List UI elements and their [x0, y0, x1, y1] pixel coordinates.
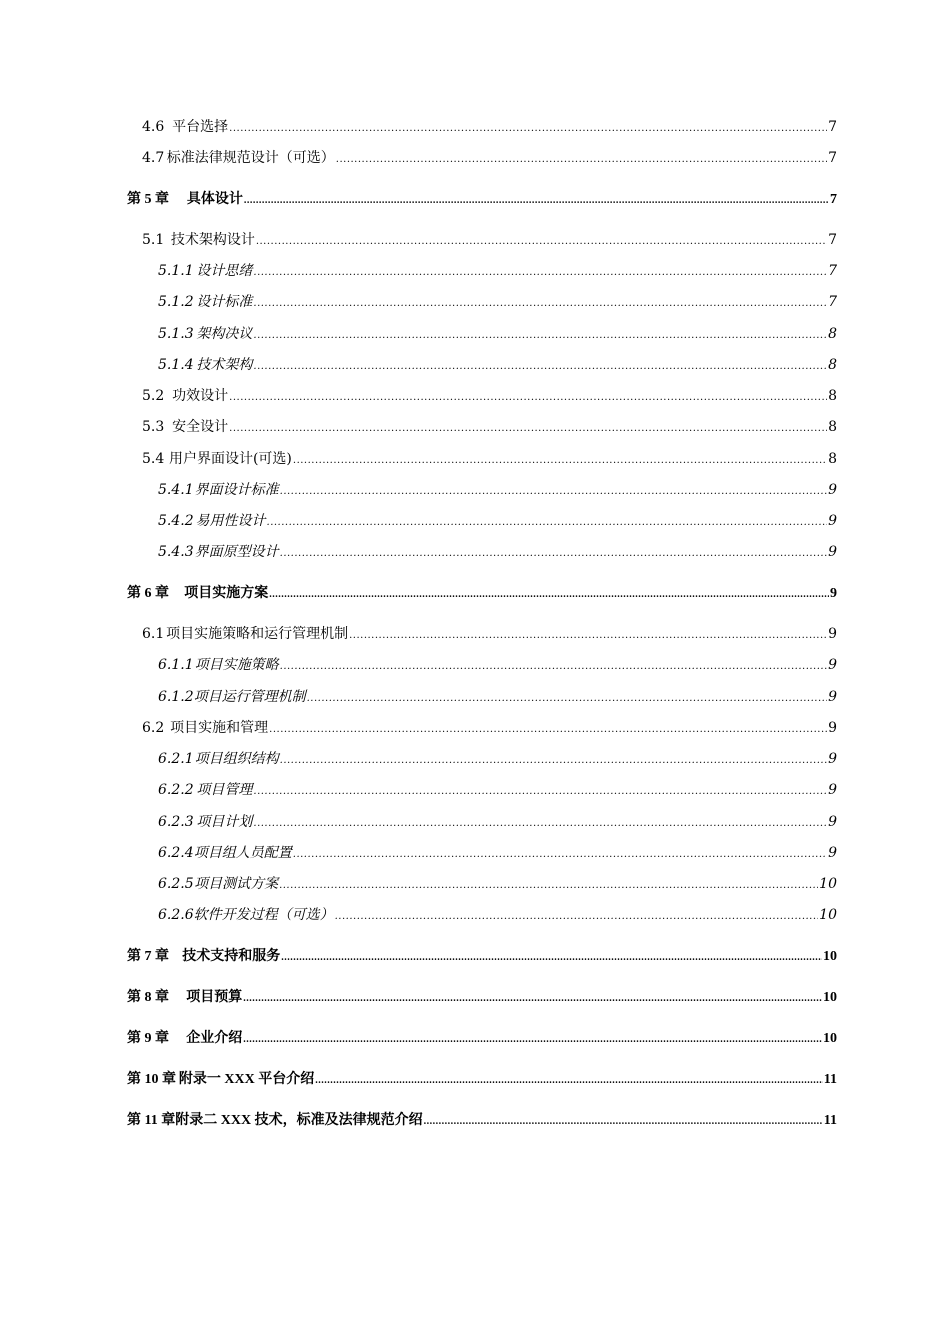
toc-entry-page: 7: [828, 119, 837, 135]
toc-entry-page: 9: [828, 544, 837, 560]
toc-entry-number: 6.2.1: [158, 751, 194, 767]
dot-leader: [279, 876, 818, 892]
toc-entry-title: 具体设计: [186, 192, 243, 207]
toc-entry-page: 9: [828, 782, 837, 798]
toc-entry-number: 5.2: [142, 388, 165, 404]
toc-entry-page: 9: [828, 626, 837, 642]
toc-entry-title: 设计思绪: [196, 263, 253, 279]
toc-entry-number: 5.4.1: [158, 482, 194, 498]
toc-entry[interactable]: [142, 717, 837, 737]
toc-subentry[interactable]: [158, 260, 837, 280]
toc-entry-title: 界面原型设计: [194, 544, 279, 560]
toc-entry-title: 企业介绍: [186, 1031, 243, 1046]
toc-entry-title: 附录一 XXX 平台介绍: [178, 1072, 315, 1087]
dot-leader: [244, 192, 829, 208]
toc-chapter-entry[interactable]: [127, 945, 837, 965]
dot-leader: [293, 845, 827, 861]
toc-entry-number: 5.1.3: [158, 326, 194, 342]
toc-entry-title: 项目组织结构: [194, 751, 279, 767]
toc-subentry[interactable]: [158, 323, 837, 343]
dot-leader: [267, 513, 828, 529]
dot-leader: [280, 544, 827, 560]
toc-entry-number: 5.3: [142, 419, 165, 435]
toc-entry-title: 项目实施和管理: [170, 720, 269, 736]
toc-entry-title: 软件开发过程（可选）: [193, 907, 334, 923]
dot-leader: [280, 751, 827, 767]
dot-leader: [307, 689, 827, 705]
toc-entry-page: 11: [823, 1072, 837, 1087]
toc-entry-title: 项目管理: [196, 782, 253, 798]
toc-entry-page: 10: [819, 907, 837, 923]
toc-entry-number: 4.6: [142, 119, 165, 135]
toc-subentry[interactable]: [158, 291, 837, 311]
dot-leader: [269, 720, 827, 736]
toc-entry-title: 用户界面设计(可选): [168, 451, 292, 467]
toc-subentry[interactable]: [158, 354, 837, 374]
toc-subentry[interactable]: [158, 873, 837, 893]
toc-entry-number: 6.2.2: [158, 782, 194, 798]
dot-leader: [335, 907, 819, 923]
dot-leader: [269, 586, 829, 602]
toc-entry[interactable]: [142, 385, 837, 405]
toc-entry-number: 第 8 章: [127, 990, 169, 1005]
dot-leader: [293, 451, 827, 467]
toc-entry-number: 5.4: [142, 451, 165, 467]
toc-entry[interactable]: [142, 229, 837, 249]
toc-entry-number: 第 11 章: [127, 1113, 176, 1128]
toc-subentry[interactable]: [158, 510, 837, 530]
toc-subentry[interactable]: [158, 904, 837, 924]
toc-subentry[interactable]: [158, 779, 837, 799]
toc-entry[interactable]: [142, 623, 837, 643]
toc-subentry[interactable]: [158, 686, 837, 706]
toc-entry-title: 平台选择: [172, 119, 229, 135]
toc-entry-title: 安全设计: [172, 419, 229, 435]
toc-entry-title: 项目实施策略: [194, 657, 279, 673]
toc-entry-page: 10: [823, 990, 837, 1005]
toc-entry-page: 9: [828, 657, 837, 673]
toc-entry-number: 6.2.6: [158, 907, 194, 923]
toc-entry-title: 附录二 XXX 技术，标准及法律规范介绍: [175, 1113, 423, 1128]
toc-entry-page: 7: [828, 232, 837, 248]
dot-leader: [253, 326, 827, 342]
toc-entry-title: 界面设计标准: [194, 482, 279, 498]
toc-entry-page: 9: [828, 751, 837, 767]
toc-entry-number: 5.4.3: [158, 544, 194, 560]
dot-leader: [253, 814, 827, 830]
toc-entry-number: 5.1.1: [158, 263, 194, 279]
toc-entry-title: 技术架构: [196, 357, 253, 373]
toc-entry[interactable]: [142, 116, 837, 136]
toc-entry-number: 6.2.4: [158, 845, 194, 861]
toc-subentry[interactable]: [158, 479, 837, 499]
toc-subentry[interactable]: [158, 842, 837, 862]
toc-entry-page: 9: [830, 586, 837, 601]
toc-entry-page: 9: [828, 482, 837, 498]
toc-entry-title: 标准法律规范设计（可选）: [166, 150, 335, 166]
toc-entry-page: 9: [828, 814, 837, 830]
toc-entry-number: 第 9 章: [127, 1031, 169, 1046]
dot-leader: [280, 482, 827, 498]
toc-entry-page: 10: [823, 1031, 837, 1046]
dot-leader: [424, 1113, 823, 1129]
dot-leader: [253, 782, 827, 798]
toc-entry-number: 6.2.5: [158, 876, 194, 892]
dot-leader: [243, 990, 822, 1006]
toc-entry-page: 10: [823, 949, 837, 964]
toc-entry-number: 5.4.2: [158, 513, 194, 529]
toc-entry-title: 技术架构设计: [170, 232, 255, 248]
toc-entry-number: 6.1: [142, 626, 165, 642]
toc-entry[interactable]: [142, 147, 837, 167]
toc-subentry[interactable]: [158, 811, 837, 831]
toc-entry-number: 第 5 章: [127, 192, 169, 207]
toc-entry-title: 项目运行管理机制: [193, 689, 306, 705]
toc-entry-title: 项目实施策略和运行管理机制: [166, 626, 349, 642]
toc-entry-page: 8: [828, 357, 837, 373]
dot-leader: [229, 388, 827, 404]
toc-entry-page: 8: [828, 388, 837, 404]
dot-leader: [229, 419, 827, 435]
toc-subentry[interactable]: [158, 654, 837, 674]
toc-chapter-entry[interactable]: [127, 582, 837, 602]
dot-leader: [243, 1031, 822, 1047]
toc-entry-page: 9: [828, 513, 837, 529]
toc-entry-title: 项目实施方案: [184, 586, 269, 601]
toc-entry-title: 项目组人员配置: [193, 845, 292, 861]
dot-leader: [229, 119, 827, 135]
toc-entry-page: 8: [828, 326, 837, 342]
toc-chapter-entry[interactable]: [127, 1109, 837, 1129]
toc-entry-page: 11: [823, 1113, 837, 1128]
toc-entry-page: 9: [828, 689, 837, 705]
toc-subentry[interactable]: [158, 541, 837, 561]
dot-leader: [336, 150, 827, 166]
toc-chapter-entry[interactable]: [127, 986, 837, 1006]
toc-entry-title: 架构决议: [196, 326, 253, 342]
toc-entry-number: 6.1.2: [158, 689, 194, 705]
toc-entry-title: 易用性设计: [195, 513, 266, 529]
toc-entry-page: 9: [828, 720, 837, 736]
toc-chapter-entry[interactable]: [127, 1068, 837, 1088]
dot-leader: [253, 357, 827, 373]
toc-entry-number: 5.1: [142, 232, 165, 248]
toc-entry-title: 设计标准: [196, 294, 253, 310]
toc-entry-title: 项目计划: [196, 814, 253, 830]
toc-entry-title: 技术支持和服务: [182, 949, 281, 964]
dot-leader: [256, 232, 827, 248]
toc-subentry[interactable]: [158, 748, 837, 768]
toc-entry-number: 6.2.3: [158, 814, 194, 830]
dot-leader: [349, 626, 827, 642]
toc-entry-page: 7: [828, 294, 837, 310]
dot-leader: [281, 949, 822, 965]
toc-entry-number: 第 10 章: [127, 1072, 176, 1087]
dot-leader: [280, 657, 827, 673]
toc-entry[interactable]: [142, 416, 837, 436]
toc-entry-number: 5.1.4: [158, 357, 194, 373]
toc-entry-number: 5.1.2: [158, 294, 194, 310]
toc-entry[interactable]: [142, 448, 837, 468]
toc-entry-number: 6.2: [142, 720, 165, 736]
toc-entry-page: 10: [819, 876, 837, 892]
toc-entry-title: 项目预算: [186, 990, 243, 1005]
toc-entry-number: 6.1.1: [158, 657, 194, 673]
toc-entry-page: 7: [828, 150, 837, 166]
toc-entry-number: 第 6 章: [127, 586, 169, 601]
toc-entry-page: 8: [828, 451, 837, 467]
toc-chapter-entry[interactable]: [127, 188, 837, 208]
toc-entry-number: 4.7: [142, 150, 165, 166]
toc-entry-number: 第 7 章: [127, 949, 169, 964]
toc-chapter-entry[interactable]: [127, 1027, 837, 1047]
toc-entry-title: 功效设计: [172, 388, 229, 404]
toc-entry-page: 8: [828, 419, 837, 435]
dot-leader: [253, 294, 827, 310]
toc-entry-page: 7: [830, 192, 837, 207]
dot-leader: [253, 263, 827, 279]
toc-entry-page: 7: [828, 263, 837, 279]
toc-entry-page: 9: [828, 845, 837, 861]
dot-leader: [315, 1072, 823, 1088]
toc-entry-title: 项目测试方案: [194, 876, 279, 892]
